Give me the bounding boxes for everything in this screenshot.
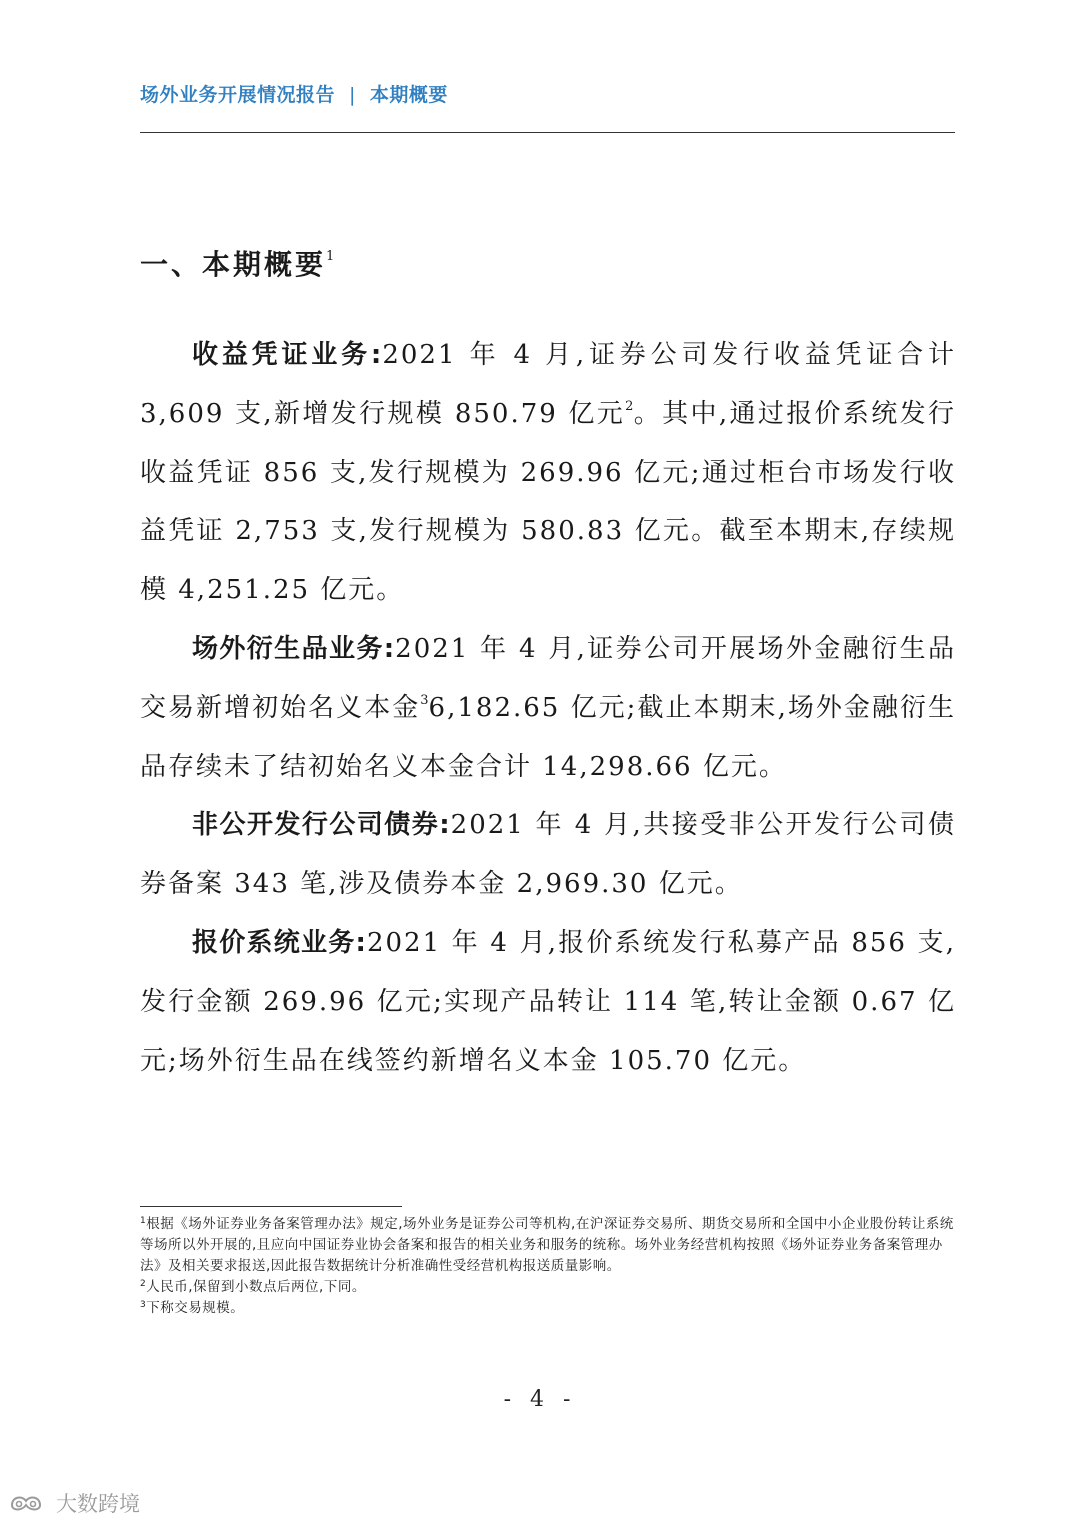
footnote-ref: 1 <box>326 249 335 264</box>
footnote-mark: 3 <box>140 1300 147 1310</box>
footnote-text: 下称交易规模。 <box>146 1300 245 1316</box>
header-separator: | <box>349 84 356 106</box>
section-heading <box>140 243 334 283</box>
paragraph-text: 2021 年 4 月,共接受非公开发行公司债券备案 343 笔,涉及债券本金 2,969.30 亿元。 <box>140 810 956 900</box>
paragraph-lead: 场外衍生品业务: <box>192 633 396 664</box>
paragraph-text: 2021 年 4 月,证券公司开展场外金融衍生品交易新增初始名义本金 <box>140 633 956 723</box>
paragraph-text: 。其中,通过报价系统发行收益凭证 856 支,发行规模为 269.96 亿元;通过柜台市场发行收益凭证 2,753 支,发行规模为 580.83 亿元。截至本期末,存续规模 4,251.25 亿元。 <box>140 398 956 606</box>
footnotes <box>140 1214 955 1319</box>
footnote-text: 根据《场外证券业务备案管理办法》规定,场外业务是证券公司等机构,在沪深证券交易所、期货交易所和全国中小企业股份转让系统等场所以外开展的,且应向中国证券业协会备案和报告的相关业务和服务的统称。场外业务经营机构按照《场外证券业务备案管理办法》及相关要求报送,因此报告数据统计分析准确性受经营机构报送质量影响。 <box>140 1216 954 1274</box>
watermark <box>8 1488 140 1518</box>
footnote-2 <box>140 1277 955 1298</box>
footnote-1 <box>140 1214 955 1277</box>
paragraph-text: 6,182.65 亿元;截止本期末,场外金融衍生品存续未了结初始名义本金合计 14,298.66 亿元。 <box>140 692 956 782</box>
report-title: 场外业务开展情况报告 <box>140 84 336 106</box>
footnote-ref: 2 <box>625 398 634 414</box>
paragraph-quotation-system <box>140 914 956 1090</box>
paragraph-text: 2021 年 4 月,报价系统发行私募产品 856 支,发行金额 269.96 亿元;实现产品转让 114 笔,转让金额 0.67 亿元;场外衍生品在线签约新增名义本金 105.70 亿元。 <box>140 927 956 1076</box>
footnote-mark: 2 <box>140 1279 147 1289</box>
footnote-ref: 3 <box>420 692 429 708</box>
header-section: 本期概要 <box>369 84 448 106</box>
paragraph-private-bonds <box>140 796 956 914</box>
paragraph-lead: 报价系统业务: <box>192 927 367 958</box>
page-number: - 4 - <box>503 1387 577 1412</box>
header-divider <box>140 132 955 133</box>
paragraph-income-certificates <box>140 326 956 620</box>
paragraph-text: 2021 年 4 月,证券公司发行收益凭证合计 3,609 支,新增发行规模 850.79 亿元 <box>140 340 956 429</box>
paragraph-lead: 收益凭证业务: <box>192 340 383 370</box>
footnote-mark: 1 <box>140 1216 147 1226</box>
watermark-text: 大数跨境 <box>56 1492 140 1516</box>
paragraph-otc-derivatives <box>140 620 956 796</box>
footnote-text: 人民币,保留到小数点后两位,下同。 <box>146 1279 366 1295</box>
section-heading-text: 一、本期概要 <box>140 248 327 281</box>
footnote-divider <box>140 1206 402 1207</box>
running-header <box>140 80 448 107</box>
body-text <box>140 326 956 1090</box>
footnote-3 <box>140 1298 955 1319</box>
paragraph-lead: 非公开发行公司债券: <box>192 810 451 841</box>
dashuju-logo-icon <box>8 1491 48 1515</box>
